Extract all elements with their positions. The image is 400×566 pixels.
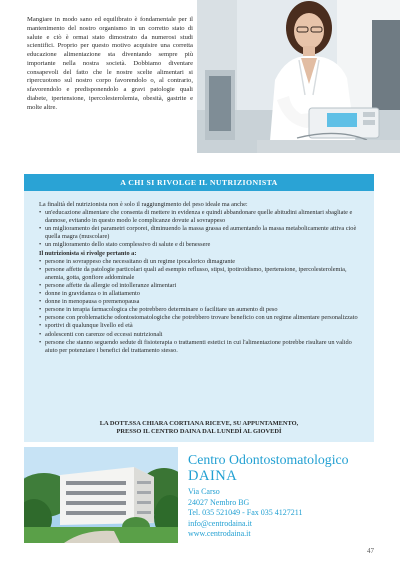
email-link[interactable]: info@centrodaina.it xyxy=(188,518,253,528)
doctor-photo-illustration xyxy=(197,0,400,153)
list-item: • adolescenti con carenze od eccessi nutrizionali xyxy=(39,331,361,339)
list-item: • persone affette da patologie particolari quali ad esempio reflusso, stipsi, ipotiroidismo, ipertensione, ipercolesterolemia, anemia, gotta, gonfiore addominale xyxy=(39,266,361,282)
phone-fax: Tel. 035 521049 - Fax 035 4127211 xyxy=(188,508,303,518)
section-header: A CHI SI RIVOLGE IL NUTRIZIONISTA xyxy=(24,174,374,191)
appointment-line-1: LA DOTT.SSA CHIARA CORTIANA RICEVE, SU APPUNTAMENTO, xyxy=(99,420,299,427)
list-item: • donne in menopausa o premenopausa xyxy=(39,298,361,306)
list-item: • un miglioramento dello stato complessivo di salute e di benessere xyxy=(39,241,361,249)
lead-text: La finalità del nutrizionista non è solo il raggiungimento del peso ideale ma anche: xyxy=(39,201,248,208)
doctor-photo xyxy=(197,0,400,153)
website-link[interactable]: www.centrodaina.it xyxy=(188,529,251,539)
list-item: • sportivi di qualunque livello ed età xyxy=(39,322,361,330)
clinic-brand: DAINA xyxy=(188,468,238,484)
audience-title: Il nutrizionista si rivolge pertanto a: xyxy=(39,249,137,257)
list-item: • persone affette da allergie od intolleranze alimentari xyxy=(39,282,361,290)
appointment-notice xyxy=(24,420,374,437)
address-city: 24027 Nembro BG xyxy=(188,497,250,507)
contact-block xyxy=(188,452,378,540)
appointment-line-2: PRESSO IL CENTRO DAINA DAL LUNEDÌ AL GIOVEDÌ xyxy=(116,428,282,436)
top-section xyxy=(0,0,400,175)
goals-list xyxy=(39,209,361,249)
list-item: • persone in sovrappeso che necessitano di un regime ipocalorico dimagrante xyxy=(39,258,361,266)
nutritionist-section xyxy=(24,174,374,442)
clinic-name: Centro Odontostomatologico xyxy=(188,452,349,467)
list-item: • persone con problematiche odontostomatologiche che potrebbero trovare beneficio con un regime alimentare personalizzato xyxy=(39,314,361,322)
building-photo xyxy=(24,447,178,543)
list-item: • persone in terapia farmacologica che potrebbero determinare o facilitare un aumento di peso xyxy=(39,306,361,314)
list-item: • un'educazione alimentare che consenta di mettere in evidenza e quindi abbandonare quelle abitudini alimentari sbagliate e dannose, evitando in questo modo le complicanze dovute al sovrappeso xyxy=(39,209,361,225)
address-street: Via Carso xyxy=(188,487,220,496)
audience-list xyxy=(39,258,361,355)
page-number: 47 xyxy=(367,547,374,555)
list-item: • persone che stanno seguendo sedute di fisioterapia o trattamenti estetici in cui l'alimentazione potrebbe risultare un valido aiuto per potenziare i benefici del trattamento stesso. xyxy=(39,339,361,355)
list-item: • un miglioramento dei parametri corporei, diminuendo la massa grassa ed aumentando la massa metabolicamente attiva cioè quella magra (muscolare) xyxy=(39,225,361,241)
building-photo-illustration xyxy=(24,447,178,543)
intro-paragraph: Mangiare in modo sano ed equilibrato è fondamentale per il mantenimento del nostro organismo in un corretto stato di salute e ciò è ormai stato dimostrato da numerosi studi scientifici. Proprio per questo motivo acquisire una corretta educazione alimentazione sta diventando sempre più importante nella nostra società. Dobbiamo diventare consapevoli del fatto che le nostre scelte alimentari si ripercuotono sul nostro corpo favorendolo o, al contrario, sfavorendolo e predisponendolo a gravi patologie quali diabete, ipertensione, ipercolesterolemia, obesità, gastrite e molte altre. xyxy=(27,16,193,111)
section-body xyxy=(39,201,361,355)
list-item: • donne in gravidanza o in allattamento xyxy=(39,290,361,298)
